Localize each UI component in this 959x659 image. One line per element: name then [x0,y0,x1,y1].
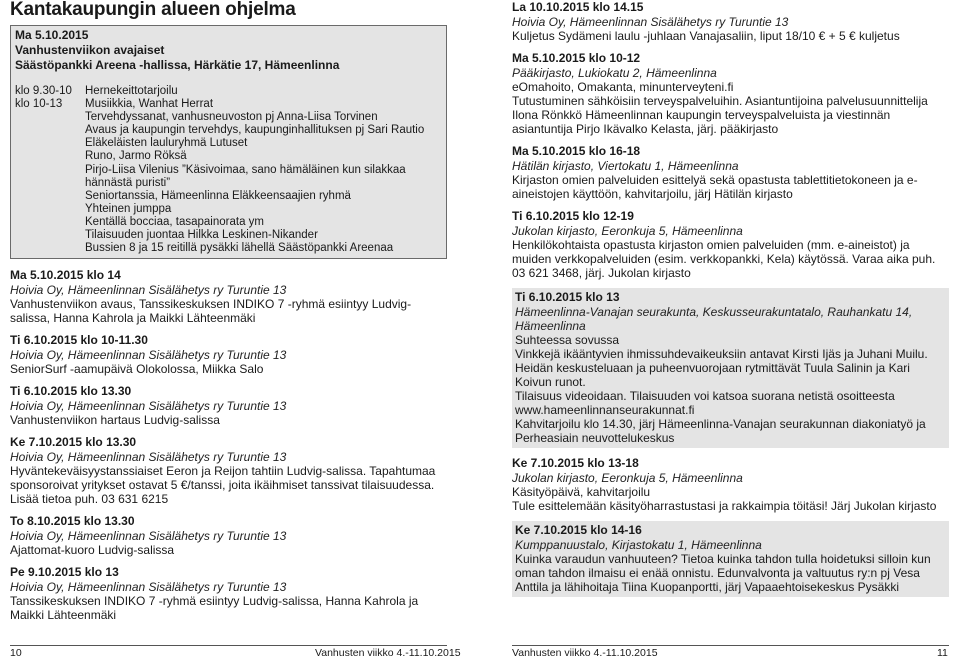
event-block [512,288,949,448]
program-row [15,203,442,216]
program-row [15,164,442,190]
program-row [15,242,442,255]
opening-event-name: Vanhustenviikon avajaiset [15,43,165,57]
event-date: Ke 7.10.2015 klo 13-18 [512,456,639,470]
opening-place: Säästöpankki Areena -hallissa, Härkätie 17, Hämeenlinna [15,58,340,72]
event-description: Ajattomat-kuoro Ludvig-salissa [10,543,175,558]
event-location: Hoivia Oy, Hämeenlinnan Sisälähetys ry Turuntie 13 [10,348,287,363]
event-location: Pääkirjasto, Lukiokatu 2, Hämeenlinna [512,66,717,80]
program-row [15,216,442,229]
program-time [15,242,85,255]
left-column [10,0,447,630]
event-block [512,51,949,136]
program-text: Kentällä bocciaa, tasapainorata ym [85,215,264,228]
program-row [15,98,442,111]
event-location: Hoivia Oy, Hämeenlinnan Sisälähetys ry Turuntie 13 [10,580,287,595]
program-time: klo 10-13 [15,98,63,111]
event-location: Kumppanuustalo, Kirjastokatu 1, Hämeenlinna [515,538,762,552]
program-text: Eläkeläisten lauluryhmä Lutuset [85,137,248,150]
event-description: Kuinka varaudun vanhuuteen? Tietoa kuinka tahdon tulla hoidetuksi silloin kun oman tahdon ilmaisu ei enää onnistu. Edunvalvonta ja valtuutus ry:n pj Vesa Anttila ja lähihoitaja Tiina Kuopanportti, järj Vapaaehtoisekeskus Pysäkki [515,552,931,594]
program-time [15,150,85,163]
program-time [15,190,85,203]
program-text: Tilaisuuden juontaa Hilkka Leskinen-Nikander [85,229,318,242]
program-time: klo 9.30-10 [15,85,72,97]
program-time [15,229,85,242]
event-location: Hoivia Oy, Hämeenlinnan Sisälähetys ry Turuntie 13 [10,529,287,544]
program-row [15,137,442,150]
program-text: Musiikkia, Wanhat Herrat [85,98,214,111]
left-footer-caption: Vanhusten viikko 4.-11.10.2015 [315,647,461,659]
event-date: To 8.10.2015 klo 13.30 [10,514,135,529]
event-date: Ke 7.10.2015 klo 14-16 [515,523,642,537]
program-text: Pirjo-Liisa Vilenius ”Käsivoimaa, sano hämäläinen kun silakkaa hännästä puristi” [85,163,406,189]
right-footer-caption: Vanhusten viikko 4.-11.10.2015 [512,647,658,659]
left-page-number: 10 [10,647,22,659]
program-row [15,190,442,203]
event-block [512,144,949,201]
page-footer [0,645,959,658]
event-location: Hoivia Oy, Hämeenlinnan Sisälähetys ry Turuntie 13 [10,450,287,465]
program-time [15,203,85,216]
event-date: Ti 6.10.2015 klo 13 [515,290,620,304]
event-block [10,514,447,557]
event-date: Ti 6.10.2015 klo 12-19 [512,209,634,223]
footer-rule-left [10,645,447,646]
event-block [10,268,447,325]
opening-date: Ma 5.10.2015 [15,28,89,42]
footer-rule-right [512,645,949,646]
event-description: SeniorSurf -aamupäivä Olokolossa, Miikka Salo [10,362,264,377]
event-description: Vanhustenviikon avaus, Tanssikeskuksen INDIKO 7 -ryhmä esiintyy Ludvig-salissa, Hanna Kahrola ja Maikki Lähteenmäki [10,297,412,326]
program-text: Tervehdyssanat, vanhusneuvoston pj Anna-Liisa Torvinen [85,111,378,124]
event-date: Ma 5.10.2015 klo 10-12 [512,51,641,65]
left-event-list [10,268,447,622]
event-description: Suhteessa sovussa Vinkkejä ikääntyvien ihmissuhdevaikeuksiin antavat Kirsti Ijäs ja Juhani Muilu. Heidän keskusteluaan ja puheenvuorojaan rytmittävät Tuula Salinin ja Kari Koivun runot. Tilaisuus videoidaan. Tilaisuuden voi katsoa suorana netistä osoitteesta www.hameenlinnanseurakunnat.fi Kahvitarjoilu klo 14.30, järj Hämeenlinna-Vanajan seurakunnan diakoniatyö ja Perheasiain neuvottelukeskus [515,333,928,445]
event-location: Hoivia Oy, Hämeenlinnan Sisälähetys ry Turuntie 13 [10,283,287,298]
event-description: eOmahoito, Omakanta, minunterveyteni.fi Tutustuminen sähköisiin terveyspalveluihin. Asiantuntijoina palvelusuunnittelija Ilona Rönkkö Hämeenlinnan kaupungin terveyspalveluista ja viestinnän asiantuntija Pirjo Ikävalko Kelasta, järj. pääkirjasto [512,80,928,136]
event-block [10,565,447,622]
opening-program [15,85,442,255]
program-text: Yhteinen jumppa [85,202,172,215]
event-location: Hoivia Oy, Hämeenlinnan Sisälähetys ry Turuntie 13 [512,15,789,29]
right-page-number: 11 [937,647,948,659]
event-description: Käsityöpäivä, kahvitarjoilu Tule esittelemään käsityöharrastustasi ja rakkaimpia töitäsi! Järj Jukolan kirjasto [512,485,937,513]
event-description: Hyväntekeväisyystanssiaiset Eeron ja Reijon tahtiin Ludvig-salissa. Tapahtumaa sponsoroivat yritykset ostavat 5 €/tanssi, joita ikäihmiset tanssivat tilaisuudessa. Lisää tietoa puh. 03 631 6215 [10,464,436,507]
event-block [10,384,447,427]
program-row [15,124,442,137]
event-block [512,456,949,513]
program-time [15,137,85,150]
program-time [15,216,85,229]
program-text: Hernekeittotarjoilu [85,85,178,97]
program-text: Seniortanssia, Hämeenlinna Eläkkeensaajien ryhmä [85,189,351,202]
event-description: Henkilökohtaista opastusta kirjaston omien palveluiden (mm. e-aineistot) ja muiden verkkopalveluiden (esim. verkkopankki, Kela) käytössä. Varaa aika puh. 03 621 3468, järj. Jukolan kirjasto [512,238,936,280]
program-row [15,85,442,98]
event-date: Ke 7.10.2015 klo 13.30 [10,435,137,450]
program-time [15,124,85,137]
event-description: Kirjaston omien palveluiden esittelyä sekä opastusta tablettitietokoneen ja e-aineistojen käyttöön, kahvitarjoilu, järj Hätilän kirjasto [512,173,918,201]
event-block [10,333,447,376]
program-row [15,229,442,242]
event-date: Ti 6.10.2015 klo 13.30 [10,384,132,399]
event-block [512,209,949,280]
event-date: La 10.10.2015 klo 14.15 [512,0,644,14]
right-column [512,0,949,605]
event-description: Kuljetus Sydämeni laulu -juhlaan Vanajasaliin, liput 18/10 € + 5 € kuljetus [512,29,900,43]
event-description: Vanhustenviikon hartaus Ludvig-salissa [10,413,220,428]
event-location: Jukolan kirjasto, Eeronkuja 5, Hämeenlinna [512,471,743,485]
opening-event-box [10,25,447,259]
event-location: Hätilän kirjasto, Viertokatu 1, Hämeenlinna [512,159,739,173]
event-block [512,521,949,597]
event-date: Ma 5.10.2015 klo 14 [10,268,121,283]
program-text: Bussien 8 ja 15 reitillä pysäkki lähellä Säästöpankki Areenaa [85,242,394,255]
event-block [512,0,949,43]
program-time [15,111,85,124]
event-location: Hoivia Oy, Hämeenlinnan Sisälähetys ry Turuntie 13 [10,399,287,414]
right-event-list [512,0,949,597]
event-block [10,435,447,506]
event-description: Tanssikeskuksen INDIKO 7 -ryhmä esiintyy Ludvig-salissa, Hanna Kahrola ja Maikki Lähteenmäki [10,594,419,623]
event-date: Pe 9.10.2015 klo 13 [10,565,119,580]
program-text: Avaus ja kaupungin tervehdys, kaupunginhallituksen pj Sari Rautio [85,124,425,137]
program-text: Runo, Jarmo Röksä [85,150,187,163]
page-title: Kantakaupungin alueen ohjelma [10,0,296,20]
program-row [15,150,442,163]
event-location: Jukolan kirjasto, Eeronkuja 5, Hämeenlinna [512,224,743,238]
event-date: Ma 5.10.2015 klo 16-18 [512,144,641,158]
program-row [15,111,442,124]
event-location: Hämeenlinna-Vanajan seurakunta, Keskusseurakuntatalo, Rauhankatu 14, Hämeenlinna [515,305,913,333]
program-time [15,164,85,190]
event-date: Ti 6.10.2015 klo 10-11.30 [10,333,148,348]
